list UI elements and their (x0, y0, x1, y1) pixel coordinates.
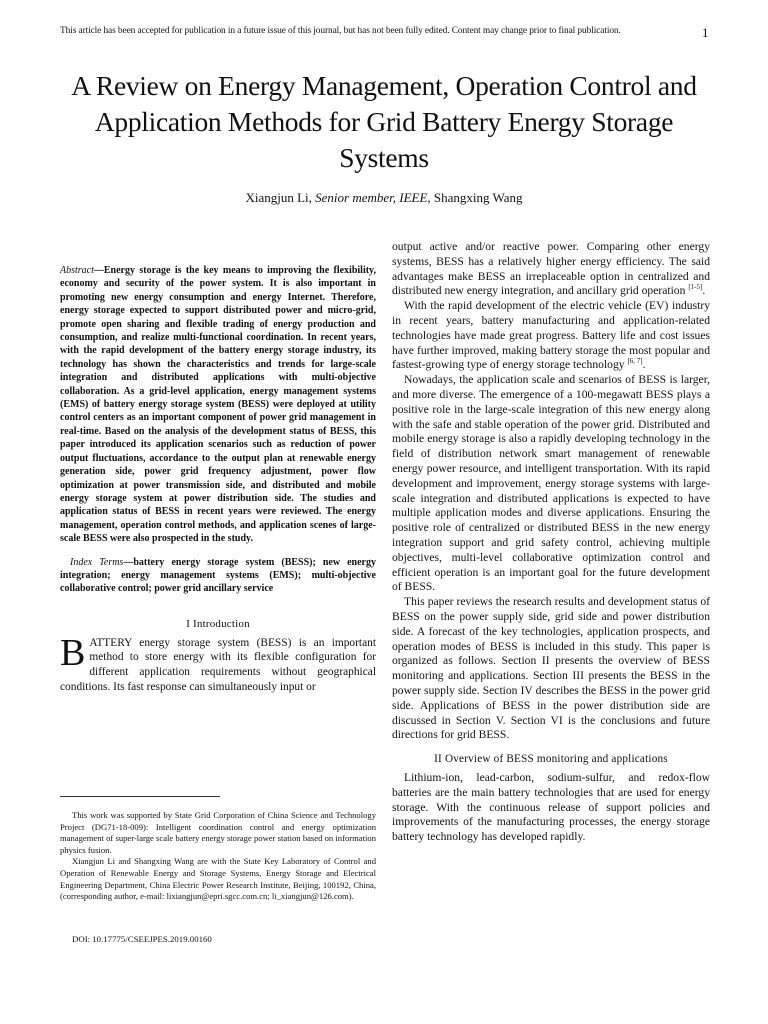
body-text: . (642, 358, 646, 372)
abstract-text: Energy storage is the key means to improving the flexibility, economy and security of the power system. It is also important in promoting new energy consumption and energy Internet. Therefore, energy storage expected to support distributed power and micro-grid, promote open sharing and flexible trading of energy production and consumption, and realize multi-functional coordination. In recent years, with the rapid development of the battery energy storage industry, its technology has shown the characteristics and trends for large-scale integration and distributed applications with multi-objective collaboration. As a grid-level application, energy management systems (EMS) of battery energy storage system (BESS) were deployed at utility control centers as an important component of power grid management in real-time. Based on the analysis of the development status of BESS, this paper introduced its application scenarios such as reduction of power output fluctuations, accordance to the output plan at renewable energy generation side, power grid frequency adjustment, power flow optimization at power transmission side, and distributed and mobile energy storage system at power distribution side. The studies and application status of BESS in recent years were reviewed. The energy management, operation control methods, and application scenes of large-scale BESS were also prospected in the study. (60, 265, 376, 545)
body-paragraph: This paper reviews the research results and development status of BESS on the power supply side, grid side and power distribution side. A forecast of the key technologies, application prospects, and operation modes of BESS is included in this study. This paper is organized as follows. Section II presents the overview of BESS monitoring and applications. Section III presents the BESS in the power supply side. Section IV describes the BESS in the power grid side. Applications of BESS in the power distribution side are discussed in Section V. Section VI is the conclusions and future directions for grid BESS. (392, 595, 710, 742)
abstract-label: Abstract (60, 265, 94, 276)
index-terms-text: battery energy storage system (BESS); new energy integration; energy management systems (EMS); multi-objective collaborative control; power grid ancillary service (60, 556, 376, 595)
index-terms-dash: — (123, 556, 134, 568)
footnotes (60, 810, 376, 903)
abstract-dash: — (93, 265, 104, 276)
abstract (60, 264, 376, 546)
body-text: output active and/or reactive power. Comparing other energy systems, BESS has a relatively higher energy efficiency. The said advantages make BESS an irreplaceable option in centralized and distributed new energy integration, and ancillary grid operation (392, 240, 710, 298)
page-number: 1 (702, 25, 709, 40)
author-1: Xiangjun Li, (245, 190, 312, 205)
section-heading-introduction: I Introduction (186, 617, 250, 630)
body-paragraph (392, 299, 710, 373)
section-heading-overview: II Overview of BESS monitoring and applications (434, 753, 668, 766)
funding-footnote: This work was supported by State Grid Corporation of China Science and Technology Project (DG71-18-009): Intelligent coordination control and energy optimization management of super-large scale battery energy storage power station based on information physics fusion. (60, 810, 376, 855)
body-text: With the rapid development of the electric vehicle (EV) industry in recent years, battery manufacturing and application-related technologies have made great progress. Battery life and cost issues have further improved, making battery storage the most popular and fastest-growing type of energy storage technology (392, 299, 710, 372)
author-1-role: Senior member, IEEE (315, 190, 428, 205)
citation[interactable]: [6, 7] (627, 357, 643, 366)
introduction-text: ATTERY energy storage system (BESS) is an important method to store energy with its flexible configuration for different application requirements without geographical conditions. Its fast response can simultaneously input or (60, 636, 376, 693)
introduction-paragraph (60, 631, 376, 694)
index-terms-label: Index Terms (70, 556, 124, 568)
body-text: . (702, 284, 706, 298)
body-paragraph: Lithium-ion, lead-carbon, sodium-sulfur, and redox-flow batteries are the main battery technologies that are used for energy storage. With the continuous release of support policies and improvements of the manufacturing processes, the energy storage battery technology has developed rapidly. (392, 771, 710, 844)
publication-notice: This article has been accepted for publication in a future issue of this journal, but has not been fully edited. Content may change prior to final publication. (60, 26, 621, 36)
right-column (392, 240, 710, 845)
author-2: , Shangxing Wang (427, 190, 523, 205)
author-line (50, 190, 718, 206)
paper-title: A Review on Energy Management, Operation Control and Application Methods for Grid Battery Energy Storage Systems (71, 70, 697, 173)
affiliation-footnote: Xiangjun Li and Shangxing Wang are with the State Key Laboratory of Control and Operation of Renewable Energy and Storage Systems, Energy Storage and Electrical Engineering Department, China Electric Power Research Institute, Beijing, 100192, China, (corresponding author, e-mail: lixiangjun@epri.sgcc.com.cn; li_xiangjun@126.com). (60, 856, 376, 902)
body-paragraph: Nowadays, the application scale and scenarios of BESS is larger, and more diverse. The emergence of a 100-megawatt BESS plays a positive role in the large-scale integration of this new energy along with the safe and stable operation of the power grid. Distributed and mobile energy storage is also a rapidly developing technology in the field of distribution network smart management of renewable energy power resource, and intelligent transportation. With its rapid development and improvement, energy storage systems with large-scale integration and distributed applications is expected to have multiple application modes and diverse applications. Ensuring the positive role of centralized or distributed BESS in the new energy integration support and grid safety control, achieving multiple objectives, multi-level collaborative optimization control and efficient operation is an important goal for the future development of BESS. (392, 373, 710, 594)
citation[interactable]: [1-5] (688, 283, 703, 292)
drop-cap: B (60, 631, 86, 674)
body-paragraph (392, 240, 710, 299)
left-column (60, 264, 376, 694)
footnote-divider (60, 796, 220, 797)
doi-line: DOI: 10.17775/CSEEJPES.2019.00160 (72, 934, 212, 944)
index-terms (60, 556, 376, 596)
